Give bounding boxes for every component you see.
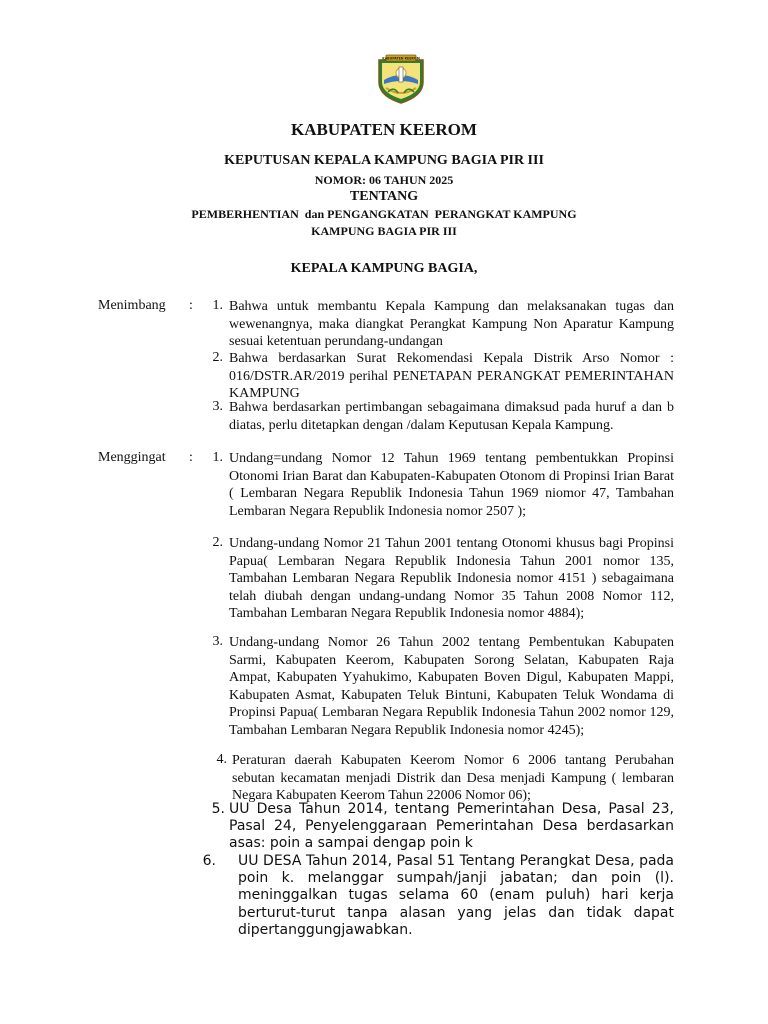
mengingat-label: Menggingat xyxy=(98,450,166,465)
mengingat-item-text: UU Desa Tahun 2014, tentang Pemerintahan Desa, Pasal 23, Pasal 24, Penyelenggaraan Pemerintahan Desa berdasarkan asas: poin a sampai dengap poin k xyxy=(229,801,674,852)
regency-seal-icon xyxy=(376,52,426,104)
mengingat-item-text: Undang-undang Nomor 21 Tahun 2001 tentang Otonomi khusus bagi Propinsi Papua( Lembaran Negara Republik Indonesia Tahun 2001 nomor 135, Tambahan Lembaran Negara Republik Indonesia nomor 4151 ) sebagaimana telah diubah dengan undang-undang Nomor 35 Tahun 2008 Nomor 112, Tambahan Lembaran Negara Republik Indonesia nomor 4884); xyxy=(229,536,674,622)
mengingat-colon: : xyxy=(189,450,193,465)
mengingat-item-number: 5. xyxy=(211,801,225,817)
subject-line-2: KAMPUNG BAGIA PIR III xyxy=(311,224,457,238)
menimbang-colon: : xyxy=(189,298,193,313)
menimbang-label: Menimbang xyxy=(98,298,166,313)
mengingat-item-number: 1. xyxy=(212,450,223,465)
menimbang-item-number: 3. xyxy=(212,399,223,414)
mengingat-item-text: Undang-undang Nomor 26 Tahun 2002 tentang Pembentukan Kabupaten Sarmi, Kabupaten Keerom, Kabupaten Sorong Selatan, Kabupaten Raja Ampat, Kabupaten Yyahukimo, Kabupaten Boven Digul, Kabupaten Mappi, Kabupaten Asmat, Kabupaten Teluk Bintuni, Kabupaten Teluk Wondama di Propinsi Papua( Lembaran Negara Republik Indonesia Tahun 2002 nomor 129, Tambahan Lembaran Negara Republik Indonesia nomor 4245); xyxy=(229,635,674,738)
regency-title: KABUPATEN KEEROM xyxy=(291,120,477,139)
authority-heading: KEPALA KAMPUNG BAGIA, xyxy=(290,261,478,276)
decree-number: NOMOR: 06 TAHUN 2025 xyxy=(314,173,454,187)
mengingat-item-text: Undang=undang Nomor 12 Tahun 1969 tentang pembentukkan Propinsi Otonomi Irian Barat dan Kabupaten-Kabupaten Otonom di Propinsi Irian Barat ( Lembaran Negara Republik Indonesia Tahun 1969 niomor 47, Tambahan Lembaran Negara Republik Indonesia nomor 2507 ); xyxy=(229,451,674,519)
mengingat-item-text: UU DESA Tahun 2014, Pasal 51 Tentang Perangkat Desa, pada poin k. melanggar sumpah/janji jabatan; dan poin (l). meninggalkan tugas selama 60 (enam puluh) hari kerja berturut-turut tanpa alasan yang jelas dan tidak dapat dipertanggungjawabkan. xyxy=(238,853,674,938)
decree-title: KEPUTUSAN KEPALA KAMPUNG BAGIA PIR III xyxy=(224,153,544,168)
mengingat-item-number: 4. xyxy=(216,752,227,767)
menimbang-item-text: Bahwa berdasarkan Surat Rekomendasi Kepala Distrik Arso Nomor : 016/DSTR.AR/2019 perihal PENETAPAN PERANGKAT PEMERINTAHAN KAMPUNG xyxy=(229,351,674,402)
mengingat-item-text: Peraturan daerah Kabupaten Keerom Nomor 6 2006 tantang Perubahan sebutan kecamatan menjadi Distrik dan Desa menjadi Kampung ( lembaran Negara Kabupaten Keerom Tahun 22006 Nomor 06); xyxy=(232,753,674,804)
mengingat-item-number: 2. xyxy=(212,535,223,550)
mengingat-item-number: 6. xyxy=(202,853,216,869)
menimbang-item-text: Bahwa untuk membantu Kepala Kampung dan melaksanakan tugas dan wewenangnya, maka diangkat Perangkat Kampung Non Aparatur Kampung sesuai ketentuan perundang-undangan xyxy=(229,299,674,350)
menimbang-item-text: Bahwa berdasarkan pertimbangan sebagaimana dimaksud pada huruf a dan b diatas, perlu ditetapkan dengan /dalam Keputusan Kepala Kampung. xyxy=(229,400,674,433)
mengingat-item-number: 3. xyxy=(212,634,223,649)
subject-line-1: PEMBERHENTIAN dan PENGANGKATAN PERANGKAT KAMPUNG xyxy=(191,207,577,221)
menimbang-item-number: 2. xyxy=(212,350,223,365)
menimbang-item-number: 1. xyxy=(212,298,223,313)
about-heading: TENTANG xyxy=(349,189,419,204)
seal-banner-text: KABUPATEN KEEROM xyxy=(382,56,420,61)
